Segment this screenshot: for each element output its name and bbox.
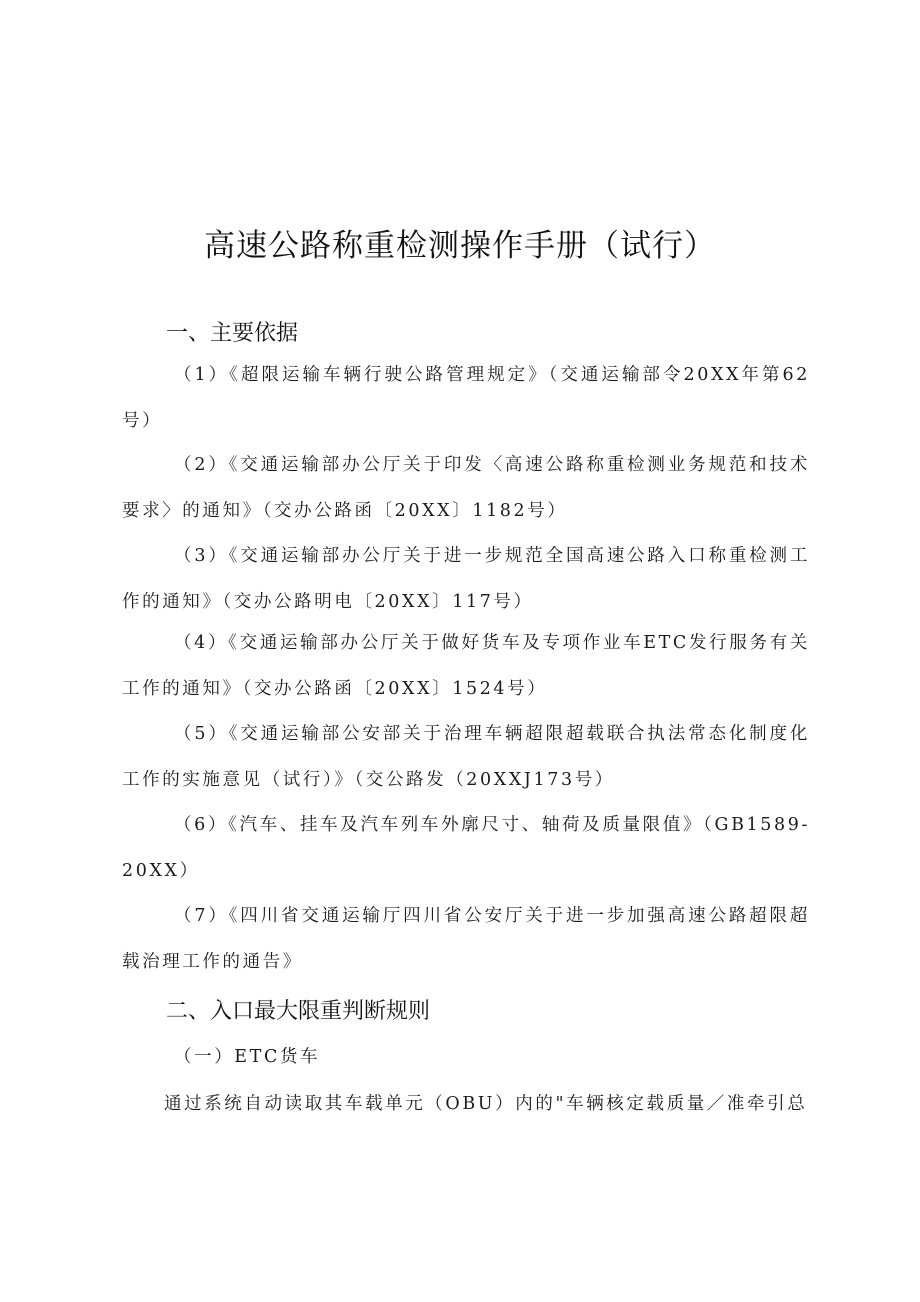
reference-item-7: （7）《四川省交通运输厅四川省公安厅关于进一步加强高速公路超限超载治理工作的通告》 <box>122 906 810 972</box>
section-1-heading: 一、主要依据 <box>166 321 299 346</box>
body-paragraph: 通过系统自动读取其车载单元（OBU）内的"车辆核定载质量／准牵引总 <box>164 1094 808 1114</box>
reference-item-1: （1）《超限运输车辆行驶公路管理规定》（交通运输部令20XX年第62号） <box>122 365 810 431</box>
reference-item-6: （6）《汽车、挂车及汽车列车外廓尺寸、轴荷及质量限值》（GB1589- 20XX） <box>122 815 810 881</box>
reference-item-4: （4）《交通运输部办公厅关于做好货车及专项作业车ETC发行服务有关工作的通知》（交办公路函〔20XX〕1524号） <box>122 633 810 699</box>
document-title: 高速公路称重检测操作手册（试行） <box>204 228 716 264</box>
subsection-etc-truck: （一）ETC货车 <box>174 1047 321 1067</box>
reference-item-3: （3）《交通运输部办公厅关于进一步规范全国高速公路入口称重检测工作的通知》（交办公路明电〔20XX〕117号） <box>122 546 810 612</box>
section-2-heading: 二、入口最大限重判断规则 <box>166 999 431 1024</box>
reference-item-5: （5）《交通运输部公安部关于治理车辆超限超载联合执法常态化制度化工作的实施意见（试行）》（交公路发（20XXJ173号） <box>122 724 810 790</box>
reference-item-2: （2）《交通运输部办公厅关于印发〈高速公路称重检测业务规范和技术要求〉的通知》（交办公路函〔20XX〕1182号） <box>122 455 810 521</box>
